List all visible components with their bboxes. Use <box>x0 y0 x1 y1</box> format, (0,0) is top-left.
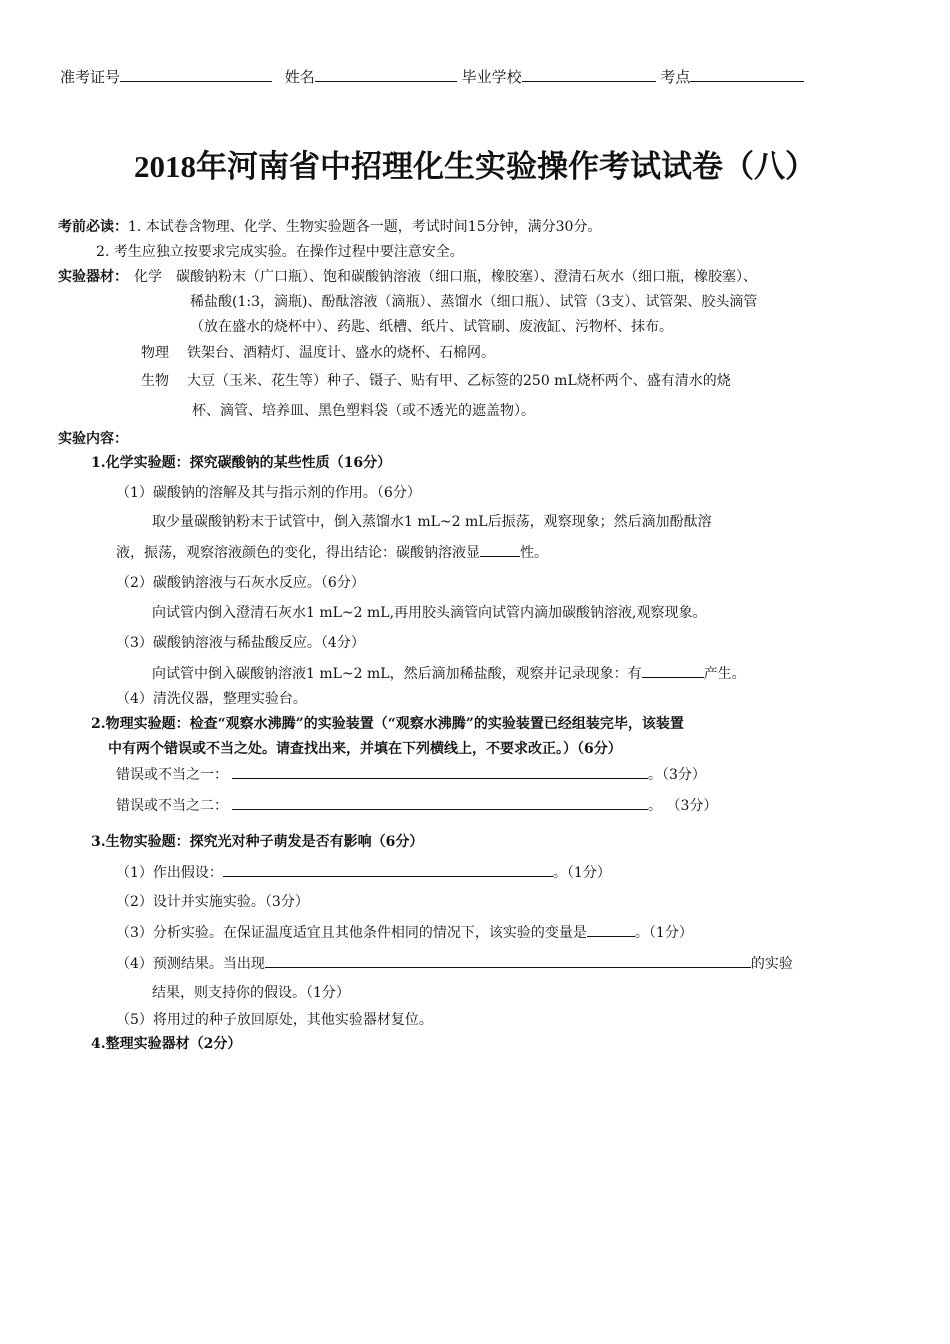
bio-part-4-line-2: 结果，则支持你的假设。（1分） <box>152 985 350 1001</box>
chem-items-line-2: 稀盐酸(1:3，滴瓶)、酚酞溶液（滴瓶）、蒸馏水（细口瓶）、试管（3支）、试管架、胶头滴管 <box>190 294 758 310</box>
bio-hypothesis-blank[interactable] <box>223 861 553 877</box>
school-label: 毕业学校 <box>461 68 522 86</box>
chem-part-3-title: （3）碳酸钠溶液与稀盐酸反应。（4分） <box>116 635 365 651</box>
bio-items-line-1: 大豆（玉米、花生等）种子、镊子、贴有甲、乙标签的250 mL烧杯两个、盛有清水的烧 <box>187 373 731 389</box>
phys-error-2 <box>116 794 717 815</box>
notice-line-1 <box>58 216 601 236</box>
phys-error-2-score: 。 （3分） <box>648 798 718 814</box>
tidy-heading: 4.整理实验器材（2分） <box>91 1036 242 1052</box>
phys-error-1-score: 。（3分） <box>648 767 706 783</box>
bio-label: 生物 <box>141 373 169 389</box>
phys-error-1 <box>116 763 706 784</box>
chem-part-1-line-2 <box>116 541 548 562</box>
bio-heading: 3.生物实验题：探究光对种子萌发是否有影响（6分） <box>91 834 424 850</box>
name-blank[interactable] <box>315 66 457 82</box>
chem-part-2-line-1: 向试管内倒入澄清石灰水1 mL~2 mL,再用胶头滴管向试管内滴加碳酸钠溶液,观察现象。 <box>152 605 707 621</box>
candidate-info-row <box>60 66 804 87</box>
exam-id-blank[interactable] <box>120 66 272 82</box>
chem-part-3-suffix: 产生。 <box>703 666 746 682</box>
equipment-phys-line <box>141 342 495 362</box>
equipment-bio-line-1 <box>141 370 731 390</box>
phys-error-2-label: 错误或不当之二： <box>116 798 228 814</box>
phys-error-2-blank[interactable] <box>232 794 648 810</box>
phys-heading-line-2: 中有两个错误或不当之处。请查找出来，并填在下列横线上，不要求改正。）（6分） <box>108 741 622 757</box>
chem-answer-blank-2[interactable] <box>642 662 704 678</box>
phys-error-1-label: 错误或不当之一： <box>116 767 228 783</box>
notice-item-2: 2. 考生应独立按要求完成实验。在操作过程中要注意安全。 <box>96 244 464 260</box>
bio-part-1-label: （1）作出假设： <box>116 865 223 881</box>
bio-part-4-line-1 <box>116 952 793 973</box>
chem-part-4-title: （4）清洗仪器，整理实验台。 <box>116 691 307 707</box>
name-label: 姓名 <box>284 68 315 86</box>
exam-id-label: 准考证号 <box>60 68 121 86</box>
bio-part-1 <box>116 861 611 882</box>
bio-part-3-text: （3）分析实验。在保证温度适宜且其他条件相同的情况下，该实验的变量是 <box>116 925 587 941</box>
chem-part-3-text: 向试管中倒入碳酸钠溶液1 mL~2 mL，然后滴加稀盐酸，观察并记录现象：有 <box>152 666 642 682</box>
chem-items-line-1: 碳酸钠粉末（广口瓶）、饱和碳酸钠溶液（细口瓶，橡胶塞）、澄清石灰水（细口瓶，橡胶塞）、 <box>176 269 757 285</box>
bio-part-3 <box>116 921 693 942</box>
phys-heading-line-1: 2.物理实验题：检查“观察水沸腾”的实验装置（“观察水沸腾”的实验装置已经组装完毕，该装置 <box>91 716 684 732</box>
phys-label: 物理 <box>141 345 169 361</box>
chem-part-1-suffix: 性。 <box>520 545 548 561</box>
notice-label: 考前必读： <box>58 219 128 235</box>
bio-part-5: （5）将用过的种子放回原处，其他实验器材复位。 <box>116 1012 433 1028</box>
site-blank[interactable] <box>690 66 804 82</box>
school-blank[interactable] <box>522 66 656 82</box>
chem-part-3-line-1 <box>152 662 746 683</box>
bio-part-1-score: 。（1分） <box>552 865 611 881</box>
bio-part-4-text: （4）预测结果。当出现 <box>116 956 265 972</box>
chem-part-1-title: （1）碳酸钠的溶解及其与指示剂的作用。（6分） <box>116 485 421 501</box>
bio-part-2: （2）设计并实施实验。（3分） <box>116 894 309 910</box>
bio-items-line-2: 杯、滴管、培养皿、黑色塑料袋（或不透光的遮盖物）。 <box>192 403 535 419</box>
bio-variable-blank[interactable] <box>587 921 635 937</box>
site-label: 考点 <box>660 68 691 86</box>
bio-part-4-suffix: 的实验 <box>750 956 793 972</box>
notice-item-1: 1. 本试卷含物理、化学、生物实验题各一题，考试时间15分钟，满分30分。 <box>128 219 602 235</box>
bio-result-blank[interactable] <box>265 952 751 968</box>
bio-part-3-score: 。（1分） <box>634 925 693 941</box>
chem-items-line-3: （放在盛水的烧杯中）、药匙、纸槽、纸片、试管刷、废液缸、污物杯、抹布。 <box>190 319 673 335</box>
page-title: 2018年河南省中招理化生实验操作考试试卷（八） <box>134 149 816 184</box>
phys-items: 铁架台、酒精灯、温度计、盛水的烧杯、石棉网。 <box>187 345 495 361</box>
phys-error-1-blank[interactable] <box>232 763 648 779</box>
equipment-label: 实验器材： <box>58 269 128 285</box>
chem-label: 化学 <box>134 269 162 285</box>
chem-heading: 1.化学实验题：探究碳酸钠的某些性质（16分） <box>91 455 392 471</box>
chem-part-1-line-1: 取少量碳酸钠粉末于试管中，倒入蒸馏水1 mL~2 mL后振荡，观察现象；然后滴加酚酞溶 <box>152 514 712 530</box>
chem-part-1-text: 液，振荡，观察溶液颜色的变化，得出结论：碳酸钠溶液显 <box>116 545 480 561</box>
chem-part-2-title: （2）碳酸钠溶液与石灰水反应。（6分） <box>116 575 365 591</box>
chem-answer-blank-1[interactable] <box>480 541 520 557</box>
equipment-chem-line-1 <box>58 266 757 286</box>
content-label: 实验内容： <box>58 431 128 447</box>
